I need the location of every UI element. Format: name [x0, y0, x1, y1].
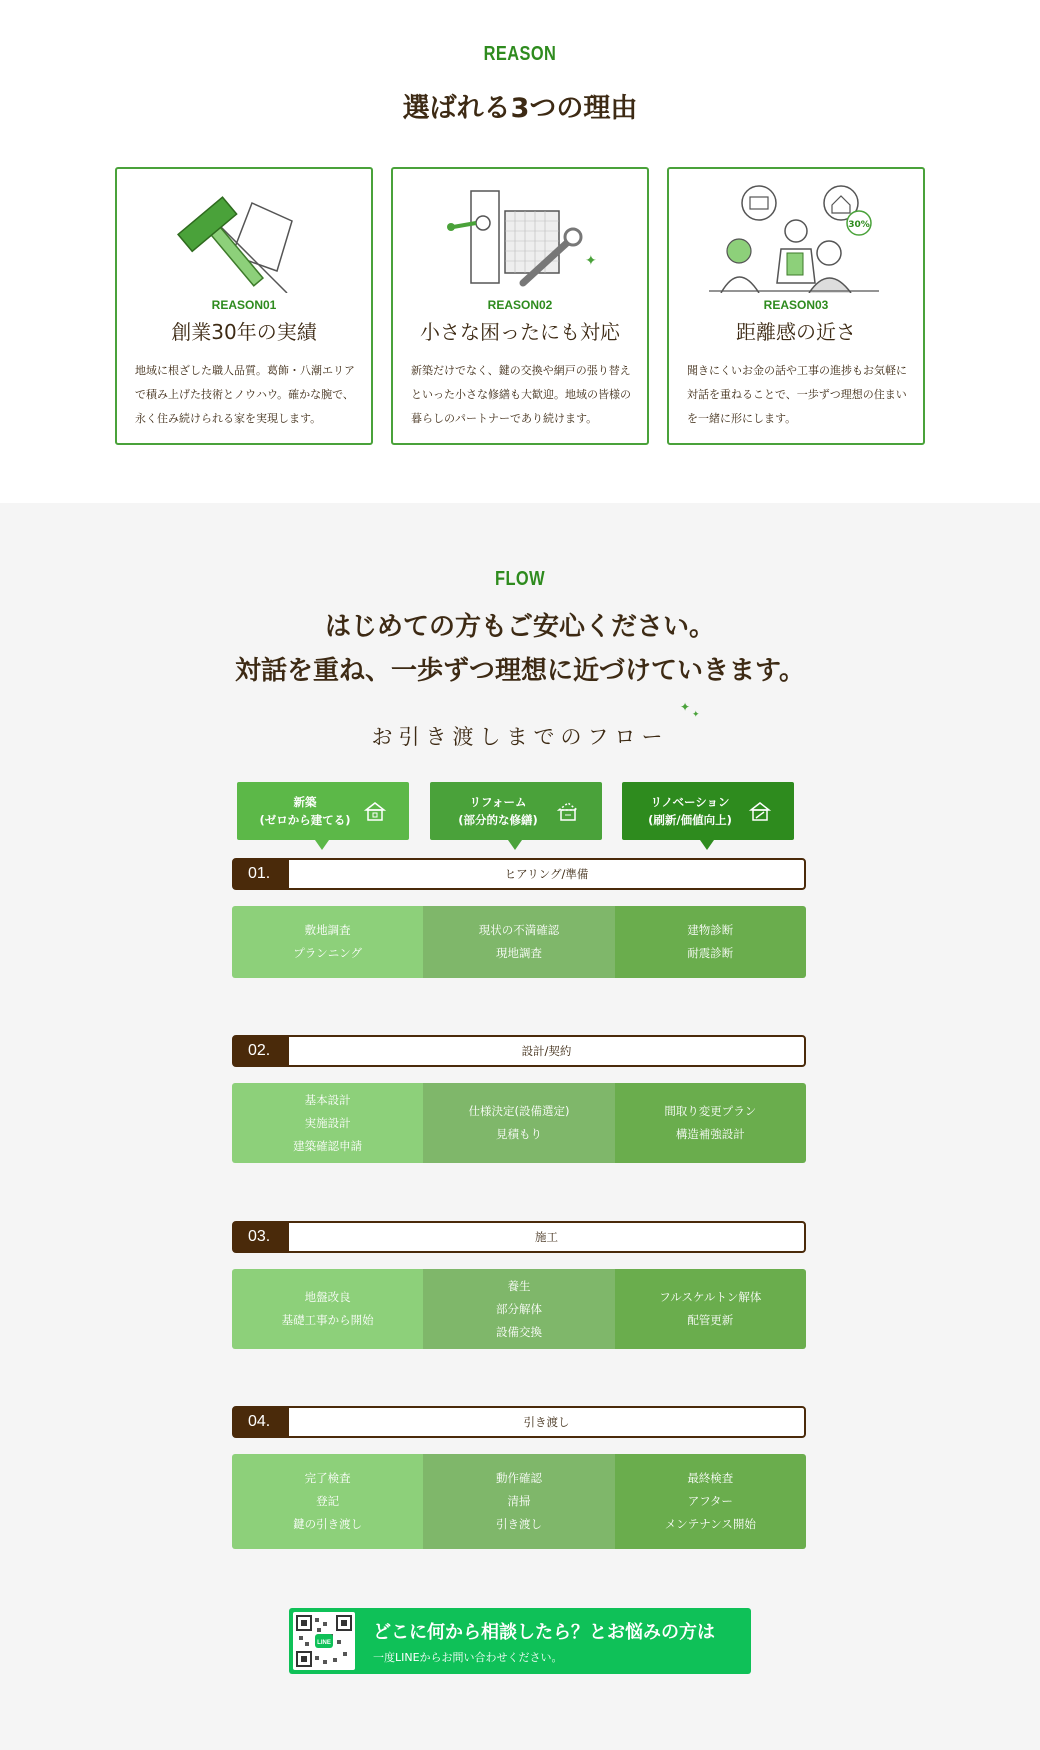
category-renovation[interactable] — [622, 782, 794, 840]
line-banner-subtitle: 一度LINEからお問い合わせください。 — [373, 1651, 563, 1664]
category-new-build[interactable] — [237, 782, 409, 840]
step-item: 清掃 — [507, 1494, 531, 1508]
step-02-bar — [232, 1035, 806, 1067]
step-03-number: 03. — [234, 1223, 289, 1251]
category-new-build-pointer — [315, 840, 329, 850]
hammer-and-board-icon — [117, 183, 371, 293]
step-item: 見積もり — [495, 1127, 542, 1141]
reason-card-3-badge: 30% — [848, 220, 870, 230]
step-item: プランニング — [293, 946, 363, 960]
step-item: 設備交換 — [495, 1324, 542, 1339]
step-02-reform — [423, 1083, 614, 1163]
reason-title: 選ばれる3つの理由 — [402, 93, 638, 124]
reason-en-label: REASON — [483, 43, 557, 65]
step-item: 敷地調査 — [304, 923, 351, 937]
step-02-box — [232, 1083, 806, 1163]
consultation-people-icon — [669, 183, 923, 293]
step-item: 登記 — [316, 1494, 340, 1508]
line-contact-banner[interactable] — [289, 1608, 751, 1674]
step-item: 耐震診断 — [687, 946, 734, 960]
reason-card-1 — [115, 167, 373, 445]
reason-card-3 — [667, 167, 925, 445]
step-01-bar — [232, 858, 806, 890]
reason-card-1-title: 創業30年の実績 — [171, 320, 317, 344]
step-item: 建物診断 — [687, 923, 734, 937]
door-knob-and-wrench-icon — [393, 183, 647, 293]
line-banner-title: どこに何から相談したら？とお悩みの方は — [373, 1622, 715, 1643]
reason-card-2-title: 小さな困ったにも対応 — [420, 320, 620, 344]
reason-card-2-number: REASON02 — [487, 298, 553, 312]
step-04-title: 引き渡し — [523, 1415, 570, 1429]
reason-card-2-desc: 新築だけでなく、鍵の交換や網戸の張り替えといった小さな修繕も大歓迎。地域の皆様の暮らしのパートナーであり続けます。 — [411, 364, 631, 425]
step-item: 最終検査 — [687, 1471, 734, 1485]
step-04-new-build — [232, 1454, 423, 1549]
step-item: 仕様決定(設備選定) — [468, 1104, 570, 1118]
step-02-new-build — [232, 1083, 423, 1163]
step-item: 基本設計 — [304, 1092, 351, 1107]
step-04-bar — [232, 1406, 806, 1438]
step-03-renovation — [615, 1269, 806, 1349]
reason-section — [0, 0, 1040, 503]
category-renovation-label-2: (刷新/価値向上) — [648, 813, 732, 827]
step-item: 現状の不満確認 — [478, 923, 560, 937]
step-item: 地盤改良 — [304, 1290, 351, 1304]
reason-card-3-number: REASON03 — [763, 298, 829, 312]
line-qr-code — [293, 1612, 355, 1670]
category-reform-pointer — [508, 840, 522, 850]
step-03-new-build — [232, 1269, 423, 1349]
step-item: 現地調査 — [495, 946, 542, 960]
qr-code-icon — [293, 1612, 355, 1670]
step-04-box — [232, 1454, 806, 1549]
step-item: 配管更新 — [687, 1313, 734, 1327]
step-item: 実施設計 — [304, 1115, 351, 1130]
step-03-reform — [423, 1269, 614, 1349]
step-item: 建築確認申請 — [293, 1138, 363, 1153]
step-01-box — [232, 906, 806, 978]
step-01-reform — [423, 906, 614, 978]
flow-heading-line-2: 対話を重ね、一歩ずつ理想に近づけていきます。 — [235, 656, 805, 686]
qr-line-label: LINE — [317, 1640, 331, 1646]
step-04-number: 04. — [234, 1408, 289, 1436]
step-02-renovation — [615, 1083, 806, 1163]
step-01-title: ヒアリング/準備 — [504, 867, 589, 881]
category-reform[interactable] — [430, 782, 602, 840]
svg-text:✦: ✦ — [585, 253, 597, 269]
step-item: 構造補強設計 — [675, 1127, 745, 1141]
step-04-renovation — [615, 1454, 806, 1549]
step-item: 完了検査 — [304, 1471, 351, 1485]
reform-house-icon — [556, 801, 580, 821]
step-02-number: 02. — [234, 1037, 289, 1065]
step-item: 間取り変更プラン — [664, 1104, 757, 1118]
flow-subtitle: お引き渡しまでのフロー — [371, 725, 669, 749]
category-reform-label-2: (部分的な修繕) — [458, 813, 538, 827]
sparkle-icon: ✦ — [680, 700, 691, 714]
sparkle-small-icon: ✦ — [692, 710, 700, 720]
flow-en-label: FLOW — [495, 568, 545, 590]
step-03-bar — [232, 1221, 806, 1253]
new-house-icon — [363, 801, 387, 821]
reason-card-1-number: REASON01 — [211, 298, 277, 312]
category-new-build-label-1: 新築 — [293, 795, 317, 809]
step-03-title: 施工 — [535, 1230, 558, 1244]
step-item: フルスケルトン解体 — [659, 1290, 762, 1304]
category-renovation-label-1: リノベーション — [650, 795, 730, 809]
step-item: 養生 — [507, 1278, 531, 1293]
reason-card-1-desc: 地域に根ざした職人品質。葛飾・八潮エリアで積み上げた技術とノウハウ。確かな腕で、永く住み続けられる家を実現します。 — [135, 364, 355, 425]
step-01-renovation — [615, 906, 806, 978]
renovation-house-icon — [748, 801, 772, 821]
step-item: メンテナンス開始 — [664, 1517, 756, 1531]
step-item: アフター — [687, 1494, 733, 1508]
step-04-reform — [423, 1454, 614, 1549]
step-item: 部分解体 — [495, 1301, 542, 1316]
step-item: 引き渡し — [495, 1517, 542, 1531]
step-02-title: 設計/契約 — [521, 1044, 572, 1058]
step-item: 基礎工事から開始 — [281, 1313, 374, 1327]
flow-heading-line-1: はじめての方もご安心ください。 — [324, 612, 715, 642]
category-renovation-pointer — [700, 840, 714, 850]
step-item: 鍵の引き渡し — [293, 1517, 363, 1531]
category-reform-label-1: リフォーム — [469, 795, 527, 809]
reason-card-2 — [391, 167, 649, 445]
step-01-number: 01. — [234, 860, 289, 888]
step-01-new-build — [232, 906, 423, 978]
reason-card-3-title: 距離感の近さ — [736, 320, 856, 344]
reason-card-3-desc: 聞きにくいお金の話や工事の進捗もお気軽に対話を重ねることで、一歩ずつ理想の住まいを一緒に形にします。 — [687, 364, 907, 425]
step-03-box — [232, 1269, 806, 1349]
category-new-build-label-2: (ゼロから建てる) — [259, 813, 351, 827]
step-item: 動作確認 — [495, 1471, 542, 1485]
